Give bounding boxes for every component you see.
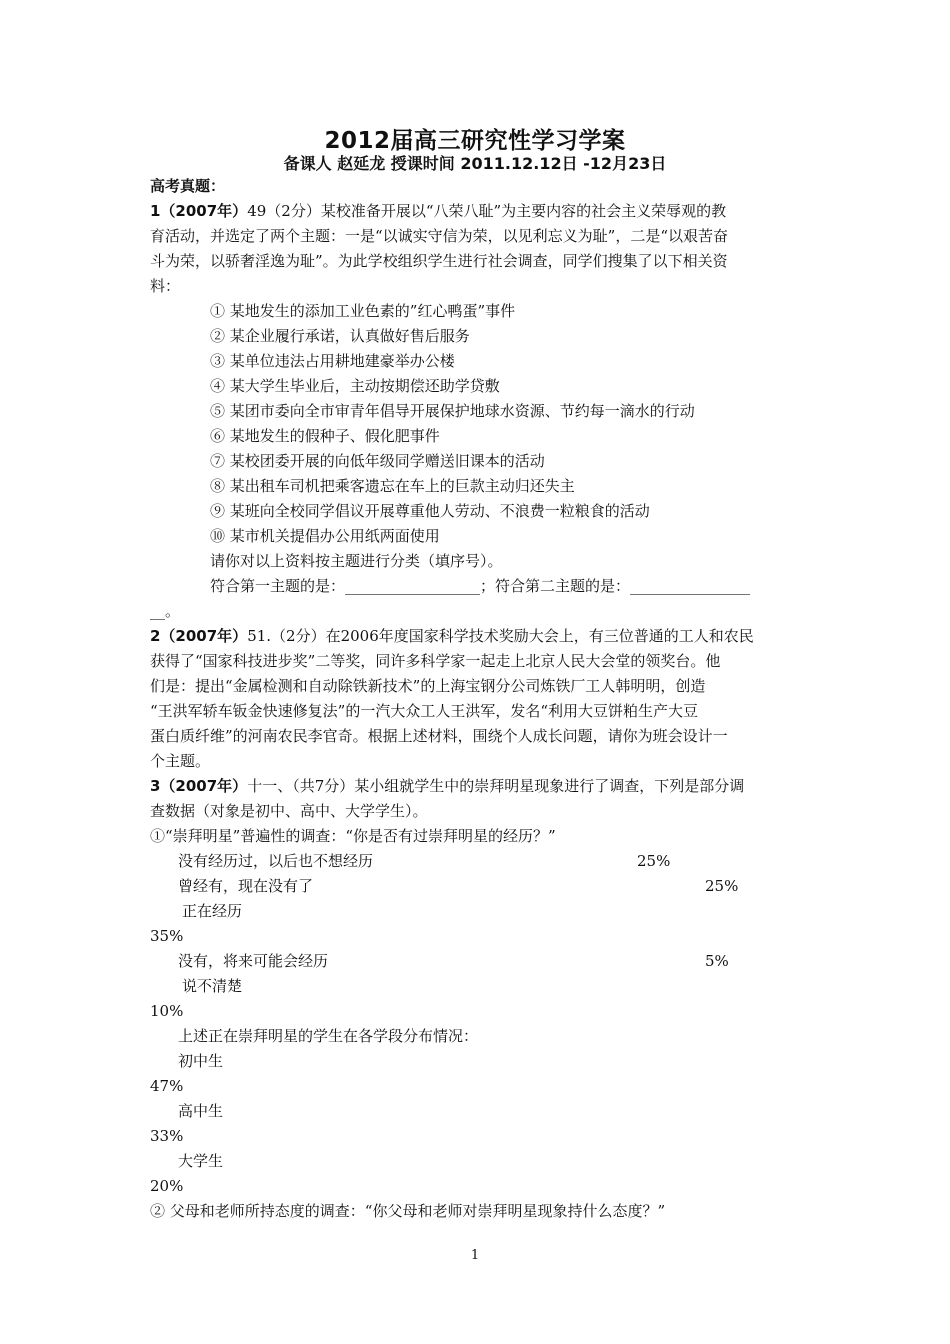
document-subtitle: 备课人 赵延龙 授课时间 2011.12.12日 -12月23日 <box>283 154 667 173</box>
survey1-value-1: 25% <box>637 852 671 870</box>
q1-item-8: ⑧ 某出租车司机把乘客遗忘在车上的巨款主动归还失主 <box>210 477 575 495</box>
q1-item-9: ⑨ 某班向全校同学倡议开展尊重他人劳动、不浪费一粒粮食的活动 <box>210 502 650 520</box>
q3-survey1-title: ①“崇拜明星”普遍性的调查：“你是否有过崇拜明星的经历？” <box>150 827 556 845</box>
q1-item-6: ⑥ 某地发生的假种子、假化肥事件 <box>210 427 440 445</box>
q1-item-3: ③ 某单位违法占用耕地建豪举办公楼 <box>210 352 455 370</box>
survey1-value-4: 5% <box>705 952 729 970</box>
survey1-label-2: 曾经有，现在没有了 <box>178 877 314 895</box>
q1-line-1 <box>150 201 726 221</box>
survey1-label-3: 正在经历 <box>182 902 243 920</box>
q1-line-4: 料： <box>150 277 181 295</box>
q1-item-2: ② 某企业履行承诺，认真做好售后服务 <box>210 327 470 345</box>
q3-text-1: 十一、（共7分）某小组就学生中的崇拜明星现象进行了调查，下列是部分调 <box>247 777 745 795</box>
survey1-label-5: 说不清楚 <box>182 977 243 995</box>
q1-line-2: 育活动，并选定了两个主题：一是“以诚实守信为荣，以见利忘义为耻”，二是“以艰苦奋 <box>150 227 729 245</box>
q2-line-4: “王洪军轿车钣金快速修复法”的一汽大众工人王洪军，发名“利用大豆饼粕生产大豆 <box>150 702 699 720</box>
q2-prefix: 2（2007年） <box>150 627 248 645</box>
survey1-value-2: 25% <box>705 877 739 895</box>
q1-instruction: 请你对以上资料按主题进行分类（填序号）。 <box>210 552 503 570</box>
q1-item-5: ⑤ 某团市委向全市审青年倡导开展保护地球水资源、节约每一滴水的行动 <box>210 402 695 420</box>
dist-label-1: 初中生 <box>178 1052 224 1070</box>
q2-text-1: 51.（2分）在2006年度国家科学技术奖励大会上，有三位普通的工人和农民 <box>247 627 754 645</box>
dist-value-3: 20% <box>150 1177 184 1195</box>
q3-line-2: 查数据（对象是初中、高中、大学学生）。 <box>150 802 428 820</box>
section-heading: 高考真题： <box>150 177 226 195</box>
q1-item-4: ④ 某大学生毕业后，主动按期偿还助学贷敷 <box>210 377 500 395</box>
survey1-label-1: 没有经历过，以后也不想经历 <box>178 852 374 870</box>
q3-prefix: 3（2007年） <box>150 777 248 795</box>
dist-value-1: 47% <box>150 1077 184 1095</box>
q3-line-1 <box>150 776 744 796</box>
q2-line-3: 们是：提出“金属检测和自动除铁新技术”的上海宝钢分公司炼铁厂工人韩明明，创造 <box>150 677 706 695</box>
q2-line-1 <box>150 626 754 646</box>
dist-label-2: 高中生 <box>178 1102 224 1120</box>
q1-answer-blanks[interactable]: 符合第一主题的是：__________________；符合第二主题的是：________________ <box>210 577 751 595</box>
q2-line-5: 蛋白质纤维”的河南农民李官奇。根据上述材料，围绕个人成长问题，请你为班会设计一 <box>150 727 728 745</box>
page-number: 1 <box>470 1248 480 1263</box>
survey1-value-3: 35% <box>150 927 184 945</box>
survey1-value-5: 10% <box>150 1002 184 1020</box>
q2-line-2: 获得了“国家科技进步奖”二等奖，同许多科学家一起走上北京人民大会堂的领奖台。他 <box>150 652 721 670</box>
q1-text-1: 49（2分）某校准备开展以“八荣八耻”为主要内容的社会主义荣辱观的教 <box>247 202 727 220</box>
q1-item-10: ⑩ 某市机关提倡办公用纸两面使用 <box>210 527 440 545</box>
q1-item-7: ⑦ 某校团委开展的向低年级同学赠送旧课本的活动 <box>210 452 545 470</box>
q1-answer-tail: __。 <box>150 602 181 620</box>
dist-label-3: 大学生 <box>178 1152 224 1170</box>
q1-prefix: 1（2007年） <box>150 202 248 220</box>
q1-item-1: ① 某地发生的添加工业色素的”红心鸭蛋”事件 <box>210 302 516 320</box>
survey1-label-4: 没有，将来可能会经历 <box>178 952 329 970</box>
dist-title: 上述正在崇拜明星的学生在各学段分布情况： <box>178 1027 479 1045</box>
dist-value-2: 33% <box>150 1127 184 1145</box>
q2-line-6: 个主题。 <box>150 752 211 770</box>
q1-line-3: 斗为荣，以骄奢淫逸为耻”。为此学校组织学生进行社会调查，同学们搜集了以下相关资 <box>150 252 728 270</box>
q3-survey2-title: ② 父母和老师所持态度的调查：“你父母和老师对崇拜明星现象持什么态度？” <box>150 1202 666 1220</box>
document-title: 2012届高三研究性学习学案 <box>324 128 626 154</box>
